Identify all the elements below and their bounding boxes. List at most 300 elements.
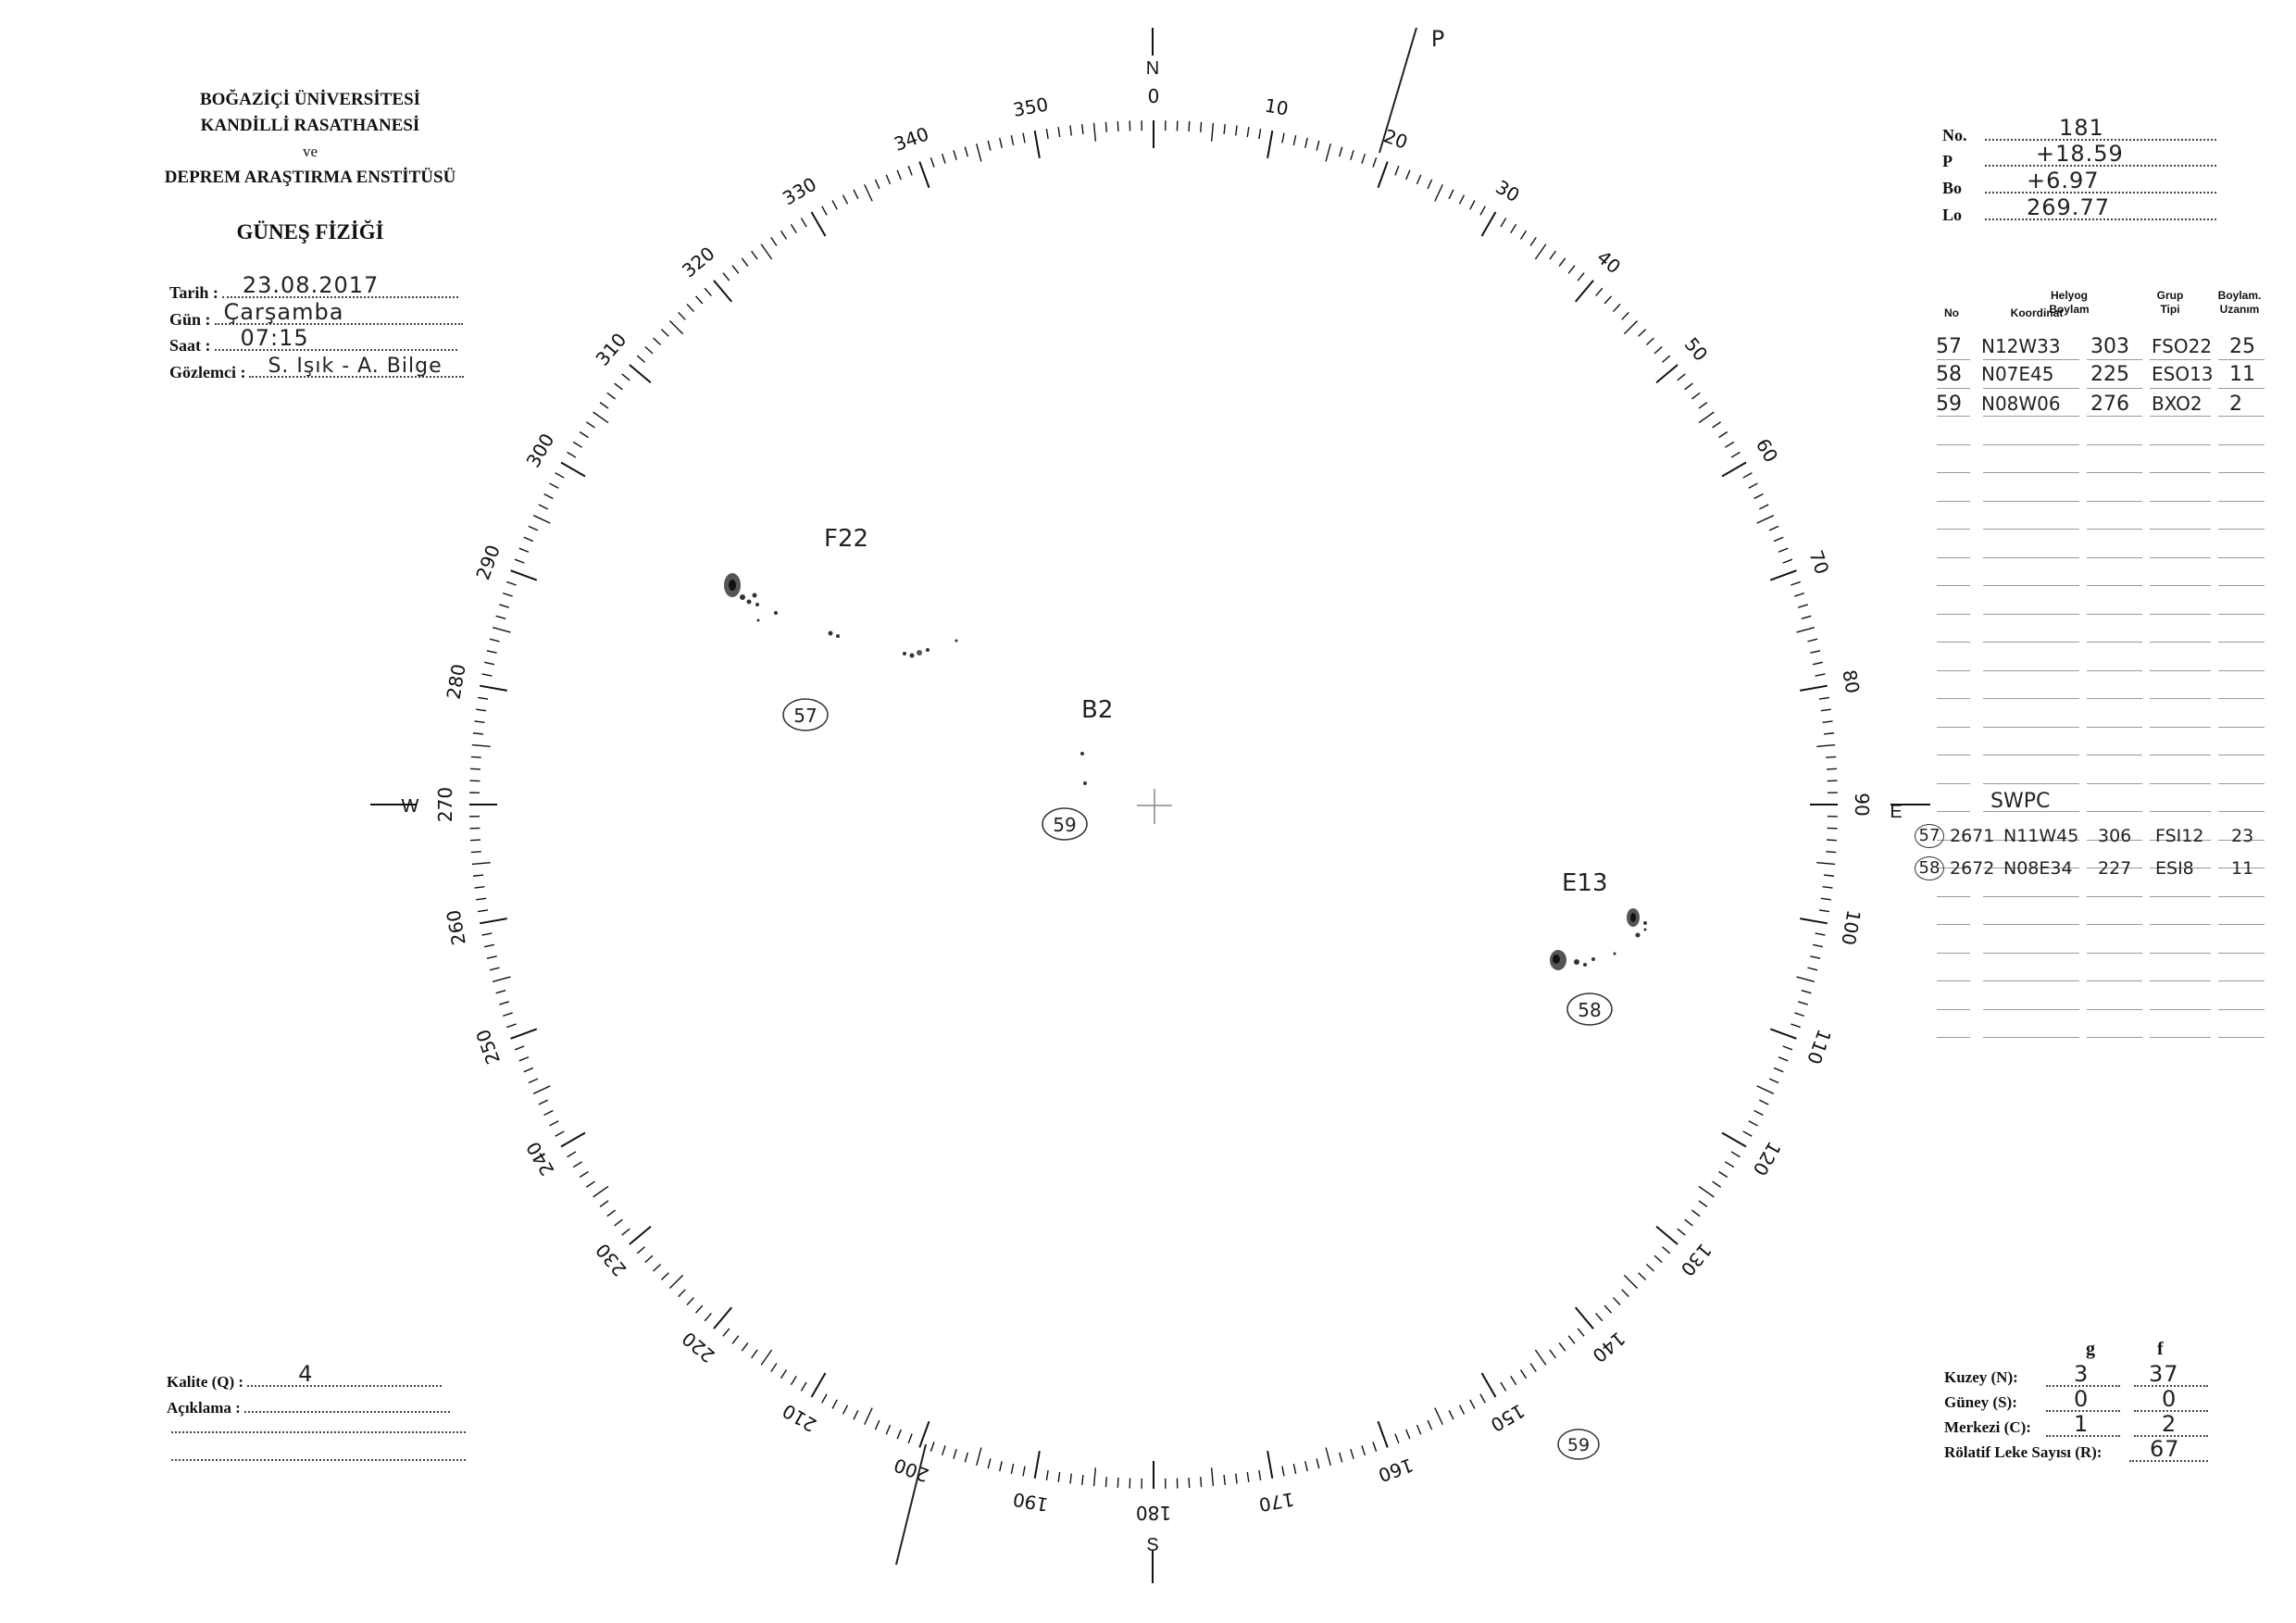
compass-tick — [1802, 616, 1812, 618]
table-rule — [2087, 585, 2142, 586]
compass-tick — [1624, 1275, 1637, 1288]
compass-tick — [1794, 1013, 1803, 1016]
bo-label: Bo — [1942, 179, 1963, 197]
sunspot — [829, 631, 833, 636]
compass-tick — [1759, 1100, 1768, 1105]
table-rule — [2150, 444, 2211, 445]
compass-tick — [1699, 1186, 1714, 1196]
compass-tick — [1470, 1400, 1475, 1409]
kuzey-g-value: 3 — [2074, 1361, 2090, 1387]
swpc-row-boylam: 306 — [2098, 826, 2132, 846]
compass-tick — [1731, 1152, 1740, 1157]
bo-value: +6.97 — [2027, 168, 2100, 194]
compass-tick — [1378, 1421, 1387, 1447]
table-row — [1933, 333, 2266, 361]
compass-tick — [1622, 312, 1629, 319]
compass-tick — [771, 237, 777, 245]
compass-tick — [679, 1290, 686, 1297]
compass-tick — [1678, 374, 1686, 381]
compass-tick — [484, 944, 494, 946]
compass-tick — [475, 721, 485, 722]
compass-tick — [705, 1313, 711, 1320]
compass-tick — [791, 1376, 796, 1384]
compass-degree-label: 110 — [1803, 1026, 1836, 1067]
compass-degree-label: 20 — [1380, 124, 1411, 154]
compass-tick — [752, 1350, 757, 1358]
compass-tick — [1094, 1467, 1096, 1486]
compass-tick — [1749, 483, 1758, 488]
lo-line — [1985, 194, 2216, 220]
compass-tick — [580, 1171, 588, 1177]
table-rule — [2150, 472, 2211, 473]
compass-tick — [1656, 365, 1678, 382]
compass-tick — [1070, 1474, 1071, 1484]
saat-label: Saat : — [169, 336, 211, 355]
compass-tick — [484, 662, 494, 664]
compass-tick — [875, 1420, 879, 1429]
compass-tick — [555, 473, 565, 478]
compass-tick — [471, 756, 481, 757]
table-rule — [2150, 585, 2211, 586]
compass-tick — [1480, 206, 1485, 216]
compass-tick — [742, 258, 748, 267]
compass-tick — [1023, 1467, 1025, 1477]
table-rule — [1983, 698, 2079, 699]
compass-degree-label: 220 — [677, 1327, 719, 1367]
sunspot — [910, 654, 915, 658]
sunspot-group-58 — [1550, 908, 1647, 970]
compass-tick — [524, 537, 533, 541]
compass-tick — [1449, 1410, 1454, 1419]
compass-tick — [696, 1305, 703, 1313]
table-rule — [1937, 501, 1970, 502]
north-label: N — [1145, 58, 1160, 79]
lo-value: 269.77 — [2027, 194, 2110, 220]
compass-tick — [669, 1275, 682, 1288]
compass-tick — [1816, 863, 1835, 865]
compass-degree-label: 100 — [1837, 907, 1866, 947]
compass-tick — [1807, 968, 1817, 970]
swpc-row-no: 57 — [1915, 824, 1944, 848]
merkezi-g-value: 1 — [2074, 1411, 2090, 1437]
compass-tick — [550, 1121, 559, 1126]
compass-tick — [822, 1394, 827, 1404]
compass-tick — [1000, 138, 1002, 148]
compass-tick — [1070, 126, 1071, 136]
aciklama-label: Açıklama : — [167, 1399, 241, 1417]
table-rule — [1937, 783, 1970, 784]
compass-tick — [472, 863, 491, 865]
compass-tick — [669, 320, 682, 333]
compass-tick — [503, 593, 512, 596]
compass-tick — [506, 1024, 516, 1028]
compass-tick — [1576, 1307, 1593, 1329]
compass-tick — [1807, 639, 1817, 642]
compass-tick — [1757, 516, 1774, 523]
compass-tick — [965, 1453, 967, 1463]
swpc-row-boylam: 227 — [2098, 858, 2132, 879]
table-rule — [1937, 670, 1970, 671]
compass-tick — [1305, 138, 1307, 148]
table-rule — [1937, 811, 1970, 812]
table-rule — [1937, 614, 1970, 615]
compass-tick — [1520, 231, 1526, 239]
compass-tick — [1046, 129, 1048, 139]
compass-tick — [1362, 154, 1365, 163]
gun-label: Gün : — [169, 310, 211, 329]
compass-tick — [1480, 1394, 1485, 1404]
compass-tick — [630, 365, 651, 382]
compass-tick — [1435, 184, 1442, 201]
compass-tick — [493, 628, 510, 632]
compass-tick — [1011, 1464, 1013, 1474]
compass-degree-label: 300 — [521, 429, 559, 472]
compass-tick — [1224, 124, 1225, 134]
compass-tick — [1247, 127, 1249, 137]
compass-tick — [1236, 1474, 1237, 1484]
compass-tick — [473, 733, 483, 734]
compass-tick — [1810, 651, 1820, 653]
compass-tick — [822, 206, 827, 216]
institution-line-4: DEPREM ARAŞTIRMA ENSTİTÜSÜ — [164, 168, 456, 187]
swpc-row-koordinat: N11W45 — [2003, 826, 2079, 846]
gozlemci-field — [169, 357, 464, 382]
compass-degree-label: 50 — [1679, 332, 1713, 366]
compass-tick — [1613, 1297, 1620, 1305]
aciklama-field — [167, 1392, 450, 1417]
compass-tick — [593, 1186, 608, 1196]
compass-tick — [615, 383, 623, 390]
compass-tick — [843, 195, 848, 205]
g-header: g — [2086, 1339, 2095, 1359]
compass-degree-label: 90 — [1851, 793, 1873, 817]
compass-tick — [661, 330, 668, 337]
merkezi-f-value: 2 — [2162, 1411, 2177, 1437]
compass-tick — [1416, 1425, 1420, 1434]
compass-tick — [1819, 697, 1829, 699]
compass-tick — [1282, 133, 1284, 144]
col-header-grup-tipi: Grup Tipi — [2156, 289, 2184, 316]
table-rule — [1937, 557, 1970, 558]
compass-tick — [480, 918, 507, 923]
table-rule — [2218, 1009, 2265, 1010]
swpc-row — [1918, 856, 2266, 884]
compass-tick — [801, 1382, 806, 1391]
compass-tick — [1530, 1364, 1536, 1372]
compass-tick — [1774, 1067, 1783, 1071]
compass-tick — [645, 347, 653, 354]
compass-tick — [630, 1227, 651, 1244]
compass-tick — [1821, 898, 1831, 900]
compass-tick — [568, 452, 576, 457]
compass-tick — [1428, 1420, 1431, 1429]
compass-degree-label: 240 — [521, 1137, 559, 1180]
merkezi-g-line — [2046, 1411, 2120, 1437]
compass-tick — [1201, 1477, 1202, 1487]
compass-tick — [1725, 1162, 1733, 1167]
compass-tick — [1305, 1461, 1307, 1471]
compass-tick — [511, 1029, 537, 1038]
compass-degree-label: 10 — [1263, 94, 1291, 120]
compass-tick — [908, 1434, 912, 1443]
table-rule — [1937, 1009, 1970, 1010]
compass-tick — [761, 1350, 771, 1365]
compass-degree-label: 310 — [591, 328, 631, 370]
compass-tick — [1725, 442, 1733, 447]
compass-tick — [875, 180, 879, 189]
compass-tick — [1058, 1472, 1060, 1482]
guney-f-line — [2134, 1386, 2208, 1412]
compass-tick — [687, 1297, 694, 1305]
compass-tick — [1293, 135, 1295, 145]
table-rule — [1937, 896, 1970, 897]
sunspot — [1574, 959, 1579, 965]
compass-tick — [1373, 1442, 1377, 1451]
guney-g-line — [2046, 1386, 2120, 1412]
sunspot — [836, 634, 840, 638]
compass-tick — [1731, 452, 1740, 457]
compass-tick — [1596, 1313, 1603, 1320]
south-label: S — [1146, 1535, 1159, 1555]
compass-tick — [942, 154, 945, 163]
compass-tick — [919, 162, 929, 188]
compass-tick — [1293, 1464, 1295, 1474]
aciklama-line — [244, 1392, 450, 1413]
compass-tick — [1691, 1210, 1700, 1217]
compass-tick — [1604, 1305, 1611, 1313]
compass-tick — [533, 516, 550, 523]
table-rule — [2150, 924, 2211, 925]
compass-degree-label: 40 — [1592, 245, 1626, 279]
compass-tick — [1023, 133, 1025, 144]
compass-tick — [1596, 288, 1603, 295]
table-rule — [1983, 783, 2079, 784]
compass-tick — [1259, 129, 1261, 139]
compass-tick — [1824, 733, 1834, 734]
compass-degree-label: 340 — [891, 122, 932, 156]
sunspot — [1591, 957, 1595, 961]
kalite-label: Kalite (Q) : — [167, 1373, 244, 1391]
compass-tick — [524, 1067, 533, 1071]
compass-tick — [499, 1002, 509, 1005]
compass-tick — [1783, 559, 1792, 563]
table-rule — [2087, 783, 2142, 784]
compass-tick — [1662, 356, 1669, 362]
table-rule — [2087, 698, 2142, 699]
compass-tick — [607, 393, 616, 399]
compass-tick — [568, 1152, 576, 1157]
compass-tick — [1212, 1467, 1214, 1486]
compass-tick — [812, 1373, 826, 1397]
compass-tick — [1559, 1342, 1566, 1351]
table-rule — [1937, 698, 1970, 699]
compass-tick — [515, 1046, 524, 1050]
sunspot — [740, 594, 745, 600]
compass-tick — [1827, 768, 1837, 769]
group-58-number: 58 — [1578, 999, 1602, 1021]
compass-tick — [886, 1425, 890, 1434]
compass-tick — [1351, 150, 1354, 160]
compass-tick — [496, 991, 506, 993]
sunspot — [1614, 953, 1616, 955]
compass-tick — [930, 157, 934, 167]
compass-tick — [539, 505, 548, 509]
saat-field — [169, 325, 457, 356]
compass-tick — [1778, 548, 1788, 552]
compass-tick — [478, 697, 488, 699]
table-rule — [1937, 1037, 1970, 1038]
compass-tick — [1568, 1336, 1575, 1344]
east-label: E — [1890, 802, 1903, 822]
compass-tick — [1719, 1171, 1728, 1177]
compass-tick — [561, 463, 585, 477]
compass-tick — [1326, 144, 1330, 161]
compass-tick — [897, 170, 901, 180]
row-no: 57 — [1936, 335, 1962, 358]
compass-degree-label: 190 — [1011, 1488, 1051, 1517]
compass-tick — [1535, 244, 1545, 259]
compass-tick — [539, 1100, 548, 1105]
row-no: 59 — [1936, 393, 1962, 416]
table-rule — [2218, 953, 2265, 954]
compass-tick — [1743, 473, 1753, 478]
table-rule — [2218, 783, 2265, 784]
rolatif-label: Rölatif Leke Sayısı (R): — [1944, 1443, 2103, 1461]
institution-line-3: ve — [302, 143, 318, 160]
compass-tick — [1770, 1029, 1796, 1038]
compass-degree-label: 180 — [1135, 1502, 1172, 1524]
compass-degree-label: 250 — [471, 1026, 505, 1067]
compass-tick — [473, 875, 483, 876]
compass-tick — [600, 403, 608, 408]
compass-tick — [954, 150, 956, 160]
compass-tick — [1624, 320, 1637, 333]
table-rule — [2087, 557, 2142, 558]
table-rule — [1937, 444, 1970, 445]
sunspot-group-57 — [724, 573, 958, 658]
compass-tick — [1802, 991, 1812, 993]
table-rule — [1937, 924, 1970, 925]
compass-tick — [476, 898, 486, 900]
compass-degree-label: 260 — [442, 907, 470, 947]
compass-tick — [1460, 1405, 1465, 1415]
compass-tick — [1117, 121, 1118, 131]
guney-label: Güney (S): — [1944, 1393, 2017, 1411]
sunspot — [774, 611, 778, 615]
compass-tick — [482, 933, 493, 935]
compass-tick — [506, 581, 516, 585]
compass-tick — [886, 175, 890, 184]
compass-tick — [1578, 273, 1584, 281]
compass-tick — [519, 548, 529, 552]
compass-tick — [865, 1408, 872, 1425]
compass-tick — [1824, 875, 1834, 876]
row-tip: FSO22 — [2152, 335, 2213, 357]
compass-tick — [1267, 1451, 1272, 1479]
compass-tick — [544, 1111, 554, 1116]
gun-value: Çarşamba — [223, 299, 344, 325]
compass-tick — [1813, 944, 1823, 946]
table-rule — [2218, 924, 2265, 925]
compass-tick — [1470, 201, 1475, 210]
compass-tick — [1568, 266, 1575, 274]
compass-tick — [1678, 1229, 1686, 1235]
compass-degree-label: 0 — [1147, 85, 1160, 107]
compass-tick — [988, 141, 991, 151]
compass-tick — [1000, 1461, 1002, 1471]
compass-tick — [1797, 977, 1815, 981]
sunspot — [1643, 921, 1647, 925]
compass-tick — [544, 494, 554, 499]
compass-tick — [1810, 956, 1820, 958]
compass-tick — [930, 1442, 934, 1451]
compass-tick — [1362, 1445, 1365, 1454]
compass-tick — [1622, 1290, 1629, 1297]
table-row — [1933, 391, 2266, 418]
compass-tick — [1395, 1434, 1399, 1443]
compass-degree-label: 230 — [591, 1239, 631, 1281]
table-rule — [2218, 585, 2265, 586]
compass-tick — [586, 422, 594, 428]
group-58-class-label: E13 — [1562, 869, 1608, 897]
sunspot — [1080, 752, 1084, 755]
row-boylam: 276 — [2090, 393, 2129, 416]
compass-tick — [1406, 1429, 1410, 1439]
sunspot — [903, 652, 906, 655]
compass-tick — [854, 190, 858, 199]
table-rule — [2150, 727, 2211, 728]
compass-tick — [1826, 756, 1836, 757]
compass-tick — [1460, 195, 1465, 205]
merkezi-label: Merkezi (C): — [1944, 1418, 2031, 1436]
table-rule — [2218, 896, 2265, 897]
compass-degree-label: 30 — [1491, 175, 1524, 207]
table-rule — [2150, 1037, 2211, 1038]
p-label: P — [1942, 152, 1953, 170]
swpc-row-tip: FSI12 — [2155, 826, 2204, 846]
compass-tick — [487, 956, 497, 958]
compass-tick — [1530, 237, 1536, 245]
compass-tick — [1316, 141, 1319, 151]
compass-tick — [942, 1445, 945, 1454]
compass-tick — [1340, 1453, 1342, 1463]
compass-tick — [908, 166, 912, 175]
compass-tick — [593, 412, 608, 422]
compass-degree-label: 150 — [1486, 1399, 1529, 1437]
compass-tick — [1646, 338, 1653, 345]
compass-tick — [687, 305, 694, 312]
table-rule — [2150, 670, 2211, 671]
merkezi-f-line — [2134, 1411, 2208, 1437]
table-rule — [2218, 614, 2265, 615]
compass-tick — [1798, 1002, 1808, 1005]
table-rule — [1983, 727, 2079, 728]
row-koordinat: N08W06 — [1981, 393, 2061, 415]
compass-tick — [515, 559, 524, 563]
compass-degree-label: 70 — [1804, 547, 1834, 578]
table-rule — [1937, 980, 1970, 981]
gozlemci-value: S. Işık - A. Bilge — [268, 355, 443, 378]
compass-tick — [529, 1079, 538, 1082]
compass-degree-label: 130 — [1676, 1239, 1716, 1281]
compass-tick — [1813, 662, 1823, 664]
table-rule — [1937, 642, 1970, 643]
table-rule — [2150, 783, 2211, 784]
compass-tick — [1654, 1255, 1662, 1262]
compass-tick — [490, 639, 500, 642]
sunspot — [729, 580, 736, 591]
compass-degree-label: 170 — [1256, 1488, 1296, 1517]
